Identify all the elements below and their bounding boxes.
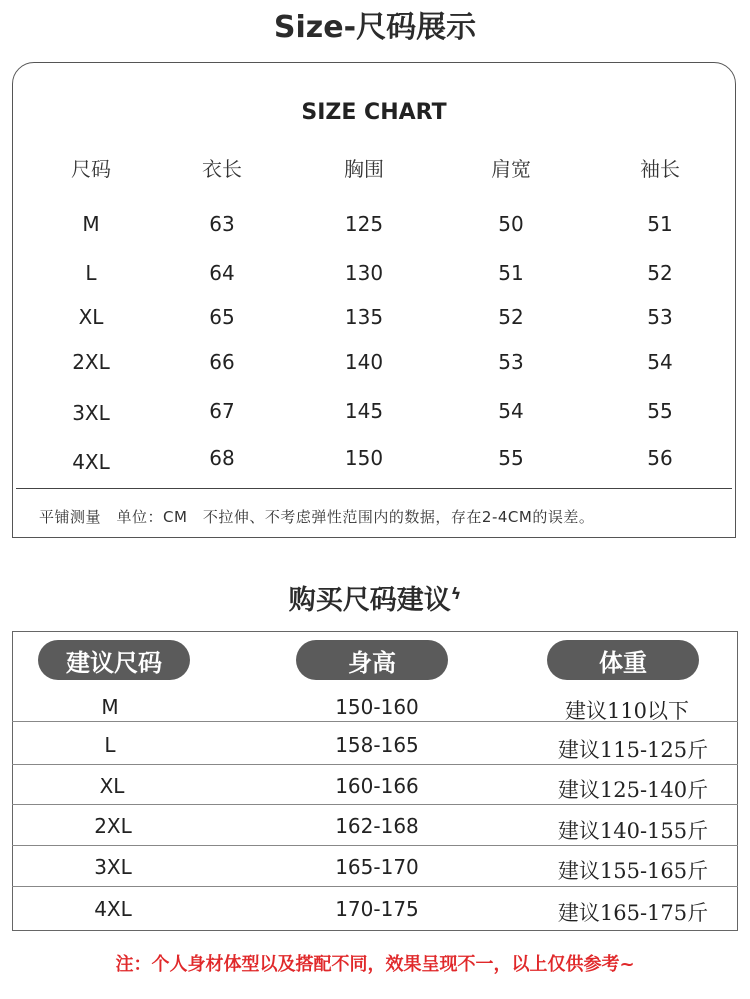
row-chest: 150 [344, 446, 384, 470]
row-shoulder: 50 [498, 212, 524, 236]
row-divider [12, 804, 738, 805]
size-note-divider [16, 488, 732, 489]
row-size: 4XL [72, 450, 110, 474]
rec-size: 3XL [94, 855, 132, 879]
row-size: M [82, 212, 100, 236]
row-shoulder: 54 [498, 399, 524, 423]
row-shoulder: 55 [498, 446, 524, 470]
row-size: 2XL [72, 350, 110, 374]
header-length: 衣长 [202, 157, 242, 181]
row-shoulder: 52 [498, 305, 524, 329]
row-length: 63 [209, 212, 235, 236]
header-pill-size [38, 640, 190, 680]
header-sleeve: 袖长 [640, 157, 680, 181]
row-sleeve: 56 [647, 446, 673, 470]
row-sleeve: 51 [647, 212, 673, 236]
row-chest: 135 [344, 305, 384, 329]
rec-size: 2XL [94, 814, 132, 838]
header-chest: 胸围 [344, 157, 384, 181]
lightning-icon: ϟ [450, 584, 462, 603]
rec-weight: 建议125-140斤 [557, 778, 709, 802]
rec-height: 160-166 [335, 774, 419, 798]
row-length: 64 [209, 261, 235, 285]
row-length: 67 [209, 399, 235, 423]
row-divider [12, 886, 738, 887]
rec-height: 150-160 [335, 695, 419, 719]
row-sleeve: 54 [647, 350, 673, 374]
row-chest: 125 [344, 212, 384, 236]
row-chest: 140 [344, 350, 384, 374]
header-size: 尺码 [71, 157, 111, 181]
header-pill-height [296, 640, 448, 680]
rec-weight: 建议140-155斤 [557, 819, 709, 843]
rec-height: 158-165 [335, 733, 419, 757]
rec-weight: 建议110以下 [564, 699, 690, 723]
row-chest: 145 [344, 399, 384, 423]
row-size: L [85, 261, 97, 285]
header-pill-label: 体重 [599, 648, 647, 677]
size-chart-heading: SIZE CHART [301, 100, 447, 125]
rec-size: M [101, 695, 119, 719]
rec-weight: 建议115-125斤 [557, 738, 709, 762]
row-shoulder: 51 [498, 261, 524, 285]
rec-size: L [104, 733, 116, 757]
header-pill-label: 建议尺码 [66, 648, 162, 677]
row-length: 66 [209, 350, 235, 374]
size-section-title: Size-尺码展示 [273, 10, 477, 45]
row-shoulder: 53 [498, 350, 524, 374]
rec-height: 162-168 [335, 814, 419, 838]
rec-height: 165-170 [335, 855, 419, 879]
row-sleeve: 53 [647, 305, 673, 329]
header-pill-label: 身高 [348, 648, 396, 677]
row-divider [12, 845, 738, 846]
rec-height: 170-175 [335, 897, 419, 921]
row-sleeve: 52 [647, 261, 673, 285]
rec-weight: 建议155-165斤 [557, 859, 709, 883]
recommend-title-text: 购买尺码建议 [288, 585, 451, 616]
rec-size: 4XL [94, 897, 132, 921]
rec-size: XL [99, 774, 125, 798]
row-chest: 130 [344, 261, 384, 285]
measurement-note: 平铺测量 单位：CM 不拉伸、不考虑弹性范围内的数据，存在2-4CM的误差。 [39, 508, 595, 526]
header-pill-weight [547, 640, 699, 680]
recommend-section-title [0, 578, 750, 617]
disclaimer-note: 注：个人身材体型以及搭配不同，效果呈现不一，以上仅供参考~ [115, 954, 635, 975]
row-length: 65 [209, 305, 235, 329]
header-shoulder: 肩宽 [491, 157, 531, 181]
row-size: 3XL [72, 401, 110, 425]
row-size: XL [78, 305, 104, 329]
row-sleeve: 55 [647, 399, 673, 423]
row-length: 68 [209, 446, 235, 470]
row-divider [12, 764, 738, 765]
rec-weight: 建议165-175斤 [557, 901, 709, 925]
